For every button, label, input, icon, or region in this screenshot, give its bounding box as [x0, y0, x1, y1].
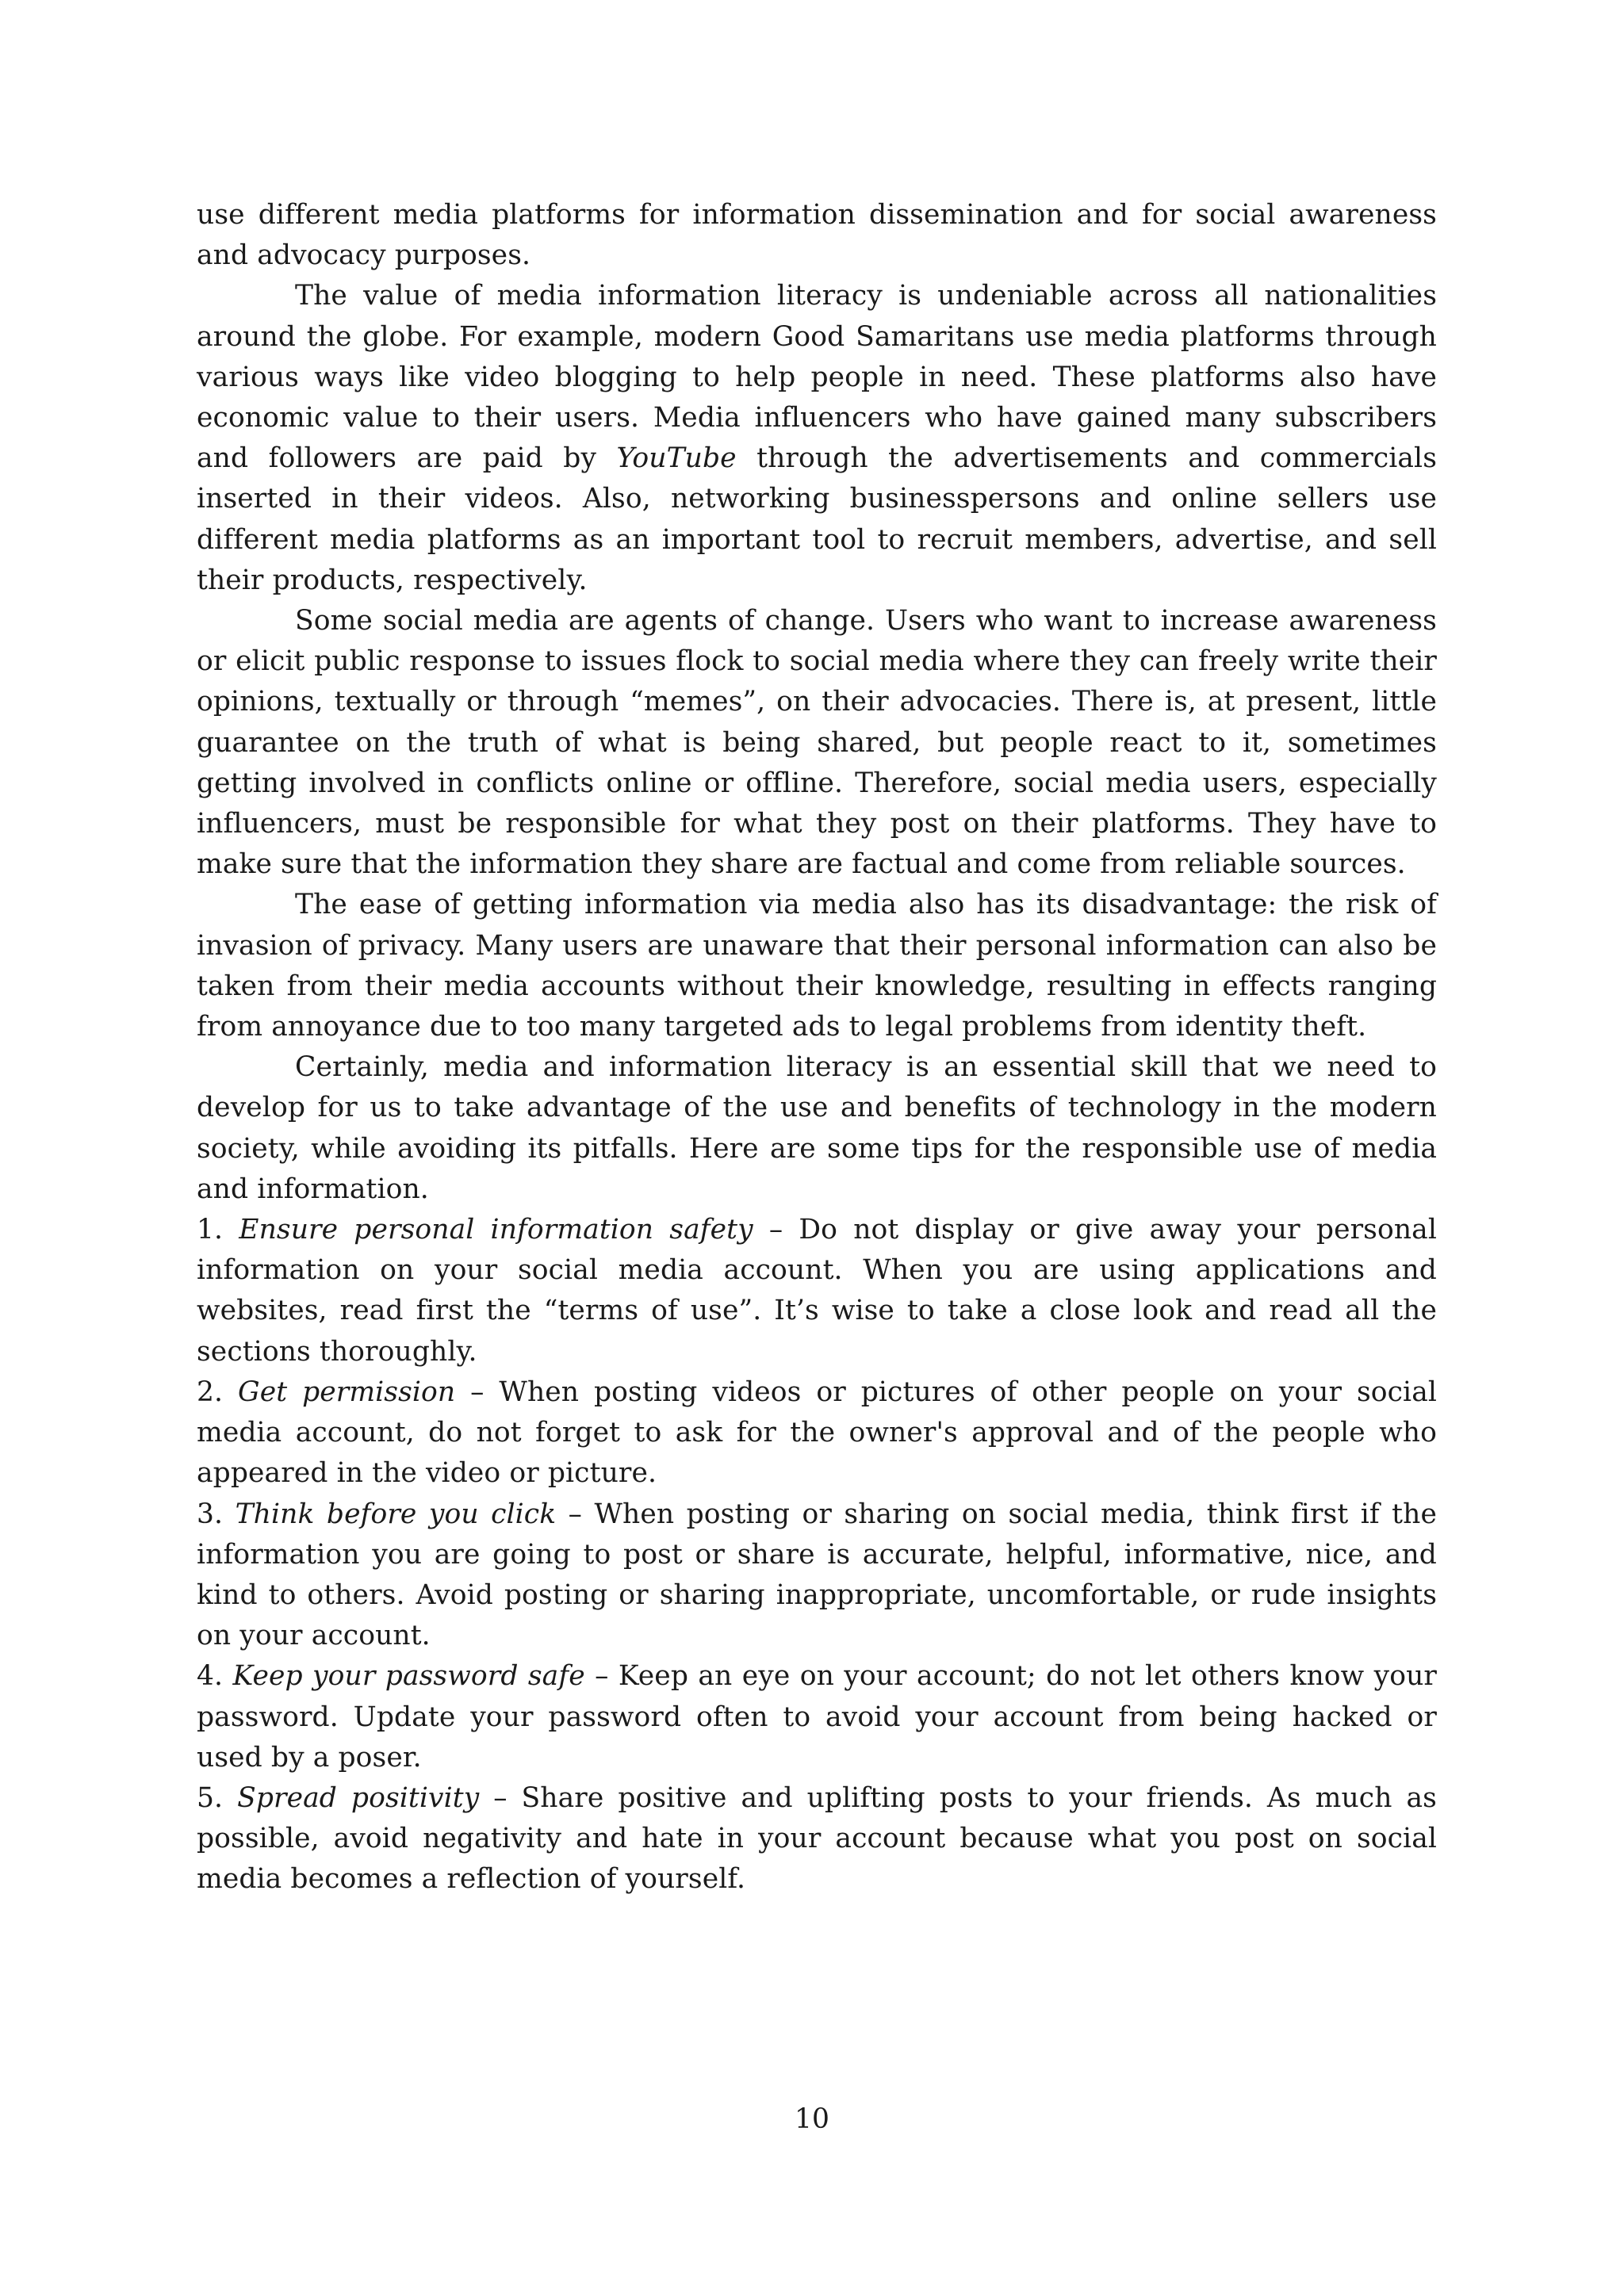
tip-number: 3.: [197, 1498, 224, 1530]
tip-number: 1.: [197, 1214, 224, 1246]
tip-text: – Share positive and uplifting posts to your friends. As much as possible, avoid negativity and hate in your account because what you post on social media becomes a reflection of yourself.: [197, 1781, 1437, 1896]
tip-title: Keep your password safe: [232, 1660, 585, 1693]
tip-number: 5.: [197, 1781, 224, 1814]
tip-number: 4.: [197, 1660, 224, 1693]
tip-item: [197, 1656, 1437, 1778]
tip-item: [197, 1778, 1437, 1900]
value-paragraph-text-2: through the advertisements and commercials inserted in their videos. Also, networking businesspersons and online sellers use different media platforms as an important tool to recruit members, advertise, and sell their products, respectively.: [197, 442, 1438, 596]
tip-title: Get permission: [238, 1376, 456, 1408]
tip-item: [197, 1210, 1437, 1372]
value-paragraph: [197, 276, 1437, 601]
tip-title: Think before you click: [235, 1498, 557, 1530]
tip-title: Spread positivity: [237, 1781, 480, 1814]
opening-paragraph: use different media platforms for information dissemination and for social awareness and advocacy purposes.: [197, 199, 1437, 272]
tip-text: – When posting or sharing on social media, think first if the information you are going to post or share is accurate, helpful, informative, nice, and kind to others. Avoid posting or sharing inappropriate, uncomfortable, or rude insights on your account.: [197, 1498, 1437, 1652]
change-paragraph: Some social media are agents of change. Users who want to increase awareness or elicit public response to issues flock to social media where they can freely write their opinions, textually or through “memes”, on their advocacies. There is, at present, little guarantee on the truth of what is being shared, but people react to it, sometimes getting involved in conflicts online or offline. Therefore, social media users, especially influencers, must be responsible for what they post on their platforms. They have to make sure that the information they share are factual and come from reliable sources.: [197, 605, 1437, 881]
body-text: [197, 195, 1437, 1900]
value-paragraph-text-1: The value of media information literacy is undeniable across all nationalities around the globe. For example, modern Good Samaritans use media platforms through various ways like video blogging to help people in need. These platforms also have economic value to their users. Media influencers who have gained many subscribers and followers are paid by: [197, 280, 1437, 475]
page-number: 10: [795, 2103, 829, 2135]
youtube-italic: YouTube: [616, 442, 737, 475]
certainly-paragraph: Certainly, media and information literacy is an essential skill that we need to develop for us to take advantage of the use and benefits of technology in the modern society, while avoiding its pitfalls. Here are some tips for the responsible use of media and information.: [197, 1051, 1437, 1205]
tip-number: 2.: [197, 1376, 224, 1408]
privacy-paragraph: The ease of getting information via media also has its disadvantage: the risk of invasion of privacy. Many users are unaware that their personal information can also be taken from their media accounts without their knowledge, resulting in effects ranging from annoyance due to too many targeted ads to legal problems from identity theft.: [197, 889, 1437, 1043]
tip-item: [197, 1372, 1437, 1494]
tip-text: – When posting videos or pictures of other people on your social media account, do not forget to ask for the owner's approval and of the people who appeared in the video or picture.: [197, 1376, 1437, 1490]
tip-text: – Do not display or give away your personal information on your social media account. When you are using applications and websites, read first the “terms of use”. It’s wise to take a close look and read all the sections thoroughly.: [197, 1214, 1437, 1368]
tip-title: Ensure personal information safety: [239, 1214, 753, 1246]
tip-text: – Keep an eye on your account; do not let others know your password. Update your password often to avoid your account from being hacked or used by a poser.: [197, 1660, 1438, 1774]
tip-item: [197, 1494, 1437, 1657]
